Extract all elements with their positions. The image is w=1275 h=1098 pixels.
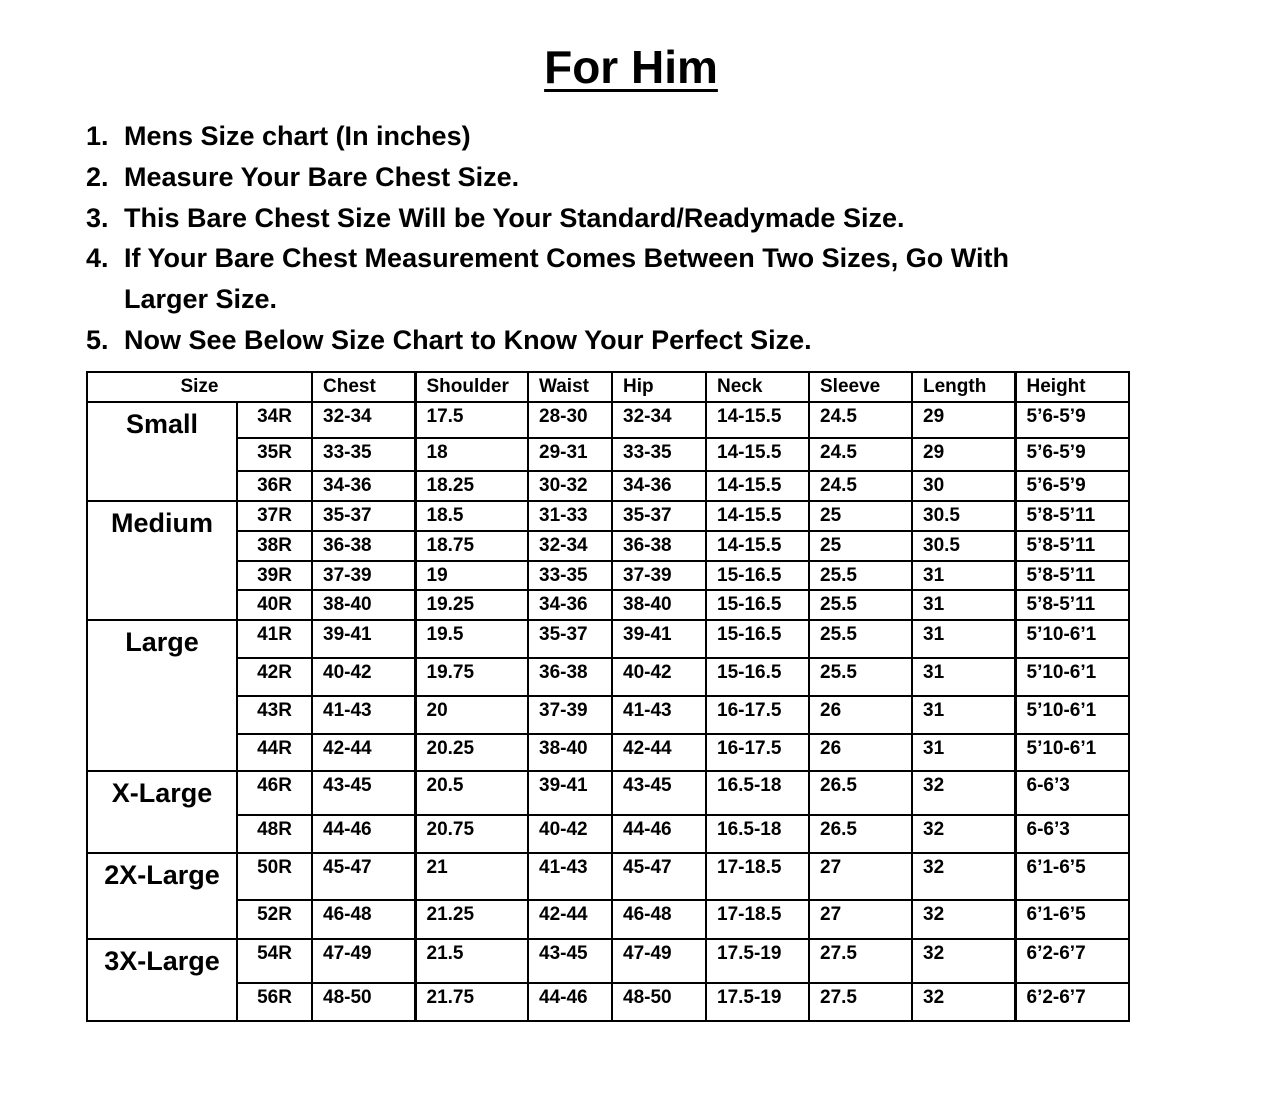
page-title: For Him: [544, 41, 718, 93]
table-row: [87, 771, 1129, 815]
cell-height: 5’6-5’9: [1015, 438, 1129, 471]
cell-hip: 33-35: [612, 438, 706, 471]
cell-height: 6’2-6’7: [1015, 983, 1129, 1021]
cell-neck: 14-15.5: [706, 471, 809, 501]
cell-height: 5’6-5’9: [1015, 402, 1129, 438]
cell-waist: 40-42: [528, 815, 612, 853]
cell-size-code: 36R: [237, 471, 312, 501]
cell-shoulder: 19.5: [415, 620, 528, 658]
cell-height: 6-6’3: [1015, 771, 1129, 815]
column-header-sleeve: Sleeve: [809, 372, 912, 402]
cell-chest: 33-35: [312, 438, 415, 471]
cell-height: 6’1-6’5: [1015, 853, 1129, 900]
cell-length: 32: [912, 900, 1015, 939]
instruction-item: [86, 157, 1086, 198]
cell-shoulder: 19: [415, 561, 528, 590]
cell-sleeve: 24.5: [809, 471, 912, 501]
cell-shoulder: 21.75: [415, 983, 528, 1021]
cell-hip: 43-45: [612, 771, 706, 815]
size-group-label: Small: [87, 402, 237, 501]
instruction-number: 5.: [86, 324, 109, 355]
cell-size-code: 44R: [237, 734, 312, 771]
instruction-item: [86, 238, 1086, 320]
cell-sleeve: 25: [809, 501, 912, 531]
cell-chest: 36-38: [312, 531, 415, 561]
instruction-item: [86, 198, 1086, 239]
cell-chest: 34-36: [312, 471, 415, 501]
cell-sleeve: 26.5: [809, 771, 912, 815]
cell-length: 32: [912, 853, 1015, 900]
cell-shoulder: 18.5: [415, 501, 528, 531]
cell-length: 32: [912, 983, 1015, 1021]
cell-length: 31: [912, 561, 1015, 590]
cell-length: 29: [912, 402, 1015, 438]
cell-length: 31: [912, 658, 1015, 696]
cell-height: 5’10-6’1: [1015, 658, 1129, 696]
cell-height: 5’6-5’9: [1015, 471, 1129, 501]
cell-length: 31: [912, 696, 1015, 734]
cell-size-code: 39R: [237, 561, 312, 590]
cell-waist: 42-44: [528, 900, 612, 939]
table-row: [87, 531, 1129, 561]
size-group-label: X-Large: [87, 771, 237, 853]
cell-waist: 41-43: [528, 853, 612, 900]
cell-waist: 37-39: [528, 696, 612, 734]
cell-neck: 17-18.5: [706, 853, 809, 900]
cell-sleeve: 26: [809, 734, 912, 771]
cell-waist: 36-38: [528, 658, 612, 696]
cell-size-code: 56R: [237, 983, 312, 1021]
cell-shoulder: 19.75: [415, 658, 528, 696]
cell-hip: 45-47: [612, 853, 706, 900]
cell-neck: 15-16.5: [706, 620, 809, 658]
cell-chest: 32-34: [312, 402, 415, 438]
cell-length: 30.5: [912, 501, 1015, 531]
instruction-text: Now See Below Size Chart to Know Your Perfect Size.: [124, 324, 812, 355]
cell-height: 5’10-6’1: [1015, 696, 1129, 734]
cell-sleeve: 25.5: [809, 658, 912, 696]
cell-hip: 47-49: [612, 939, 706, 983]
table-row: [87, 983, 1129, 1021]
cell-shoulder: 19.25: [415, 590, 528, 620]
cell-hip: 35-37: [612, 501, 706, 531]
table-row: [87, 658, 1129, 696]
cell-waist: 30-32: [528, 471, 612, 501]
instruction-number: 4.: [86, 243, 109, 274]
cell-size-code: 34R: [237, 402, 312, 438]
cell-hip: 48-50: [612, 983, 706, 1021]
cell-length: 32: [912, 771, 1015, 815]
cell-size-code: 35R: [237, 438, 312, 471]
cell-waist: 39-41: [528, 771, 612, 815]
cell-waist: 38-40: [528, 734, 612, 771]
cell-waist: 35-37: [528, 620, 612, 658]
cell-waist: 29-31: [528, 438, 612, 471]
cell-neck: 15-16.5: [706, 561, 809, 590]
cell-size-code: 48R: [237, 815, 312, 853]
cell-shoulder: 20: [415, 696, 528, 734]
cell-length: 32: [912, 815, 1015, 853]
cell-neck: 14-15.5: [706, 438, 809, 471]
table-body: [87, 402, 1129, 1021]
column-header-hip: Hip: [612, 372, 706, 402]
column-header-shoulder: Shoulder: [415, 372, 528, 402]
cell-hip: 34-36: [612, 471, 706, 501]
instruction-number: 1.: [86, 121, 109, 151]
cell-height: 5’8-5’11: [1015, 501, 1129, 531]
cell-chest: 46-48: [312, 900, 415, 939]
cell-size-code: 37R: [237, 501, 312, 531]
cell-shoulder: 18.75: [415, 531, 528, 561]
cell-height: 6-6’3: [1015, 815, 1129, 853]
table-row: [87, 696, 1129, 734]
cell-neck: 16.5-18: [706, 815, 809, 853]
cell-hip: 46-48: [612, 900, 706, 939]
cell-hip: 36-38: [612, 531, 706, 561]
size-group-label: Large: [87, 620, 237, 771]
instruction-item: [86, 320, 1086, 361]
cell-waist: 32-34: [528, 531, 612, 561]
table-row: [87, 815, 1129, 853]
cell-sleeve: 27: [809, 900, 912, 939]
cell-hip: 41-43: [612, 696, 706, 734]
cell-neck: 17-18.5: [706, 900, 809, 939]
instruction-text: Mens Size chart (In inches): [124, 121, 471, 151]
instruction-text: Measure Your Bare Chest Size.: [124, 161, 520, 192]
cell-shoulder: 21: [415, 853, 528, 900]
cell-hip: 38-40: [612, 590, 706, 620]
cell-neck: 14-15.5: [706, 501, 809, 531]
cell-waist: 34-36: [528, 590, 612, 620]
cell-length: 30.5: [912, 531, 1015, 561]
cell-sleeve: 25.5: [809, 590, 912, 620]
cell-size-code: 52R: [237, 900, 312, 939]
cell-hip: 39-41: [612, 620, 706, 658]
cell-sleeve: 25.5: [809, 561, 912, 590]
cell-sleeve: 26: [809, 696, 912, 734]
cell-sleeve: 24.5: [809, 438, 912, 471]
table-row: [87, 900, 1129, 939]
table-row: [87, 939, 1129, 983]
cell-height: 5’8-5’11: [1015, 590, 1129, 620]
cell-sleeve: 26.5: [809, 815, 912, 853]
cell-neck: 16-17.5: [706, 696, 809, 734]
cell-neck: 14-15.5: [706, 531, 809, 561]
column-header-chest: Chest: [312, 372, 415, 402]
cell-height: 5’8-5’11: [1015, 531, 1129, 561]
instruction-number: 3.: [86, 202, 109, 233]
cell-waist: 31-33: [528, 501, 612, 531]
cell-neck: 17.5-19: [706, 983, 809, 1021]
cell-chest: 40-42: [312, 658, 415, 696]
cell-shoulder: 20.5: [415, 771, 528, 815]
cell-chest: 43-45: [312, 771, 415, 815]
cell-length: 31: [912, 734, 1015, 771]
cell-neck: 17.5-19: [706, 939, 809, 983]
column-header-waist: Waist: [528, 372, 612, 402]
cell-hip: 37-39: [612, 561, 706, 590]
cell-shoulder: 20.75: [415, 815, 528, 853]
table-row: [87, 471, 1129, 501]
table-row: [87, 620, 1129, 658]
cell-neck: 15-16.5: [706, 658, 809, 696]
cell-size-code: 40R: [237, 590, 312, 620]
size-group-label: Medium: [87, 501, 237, 620]
cell-chest: 45-47: [312, 853, 415, 900]
column-header-length: Length: [912, 372, 1015, 402]
cell-chest: 39-41: [312, 620, 415, 658]
cell-neck: 15-16.5: [706, 590, 809, 620]
cell-length: 31: [912, 620, 1015, 658]
instruction-number: 2.: [86, 161, 109, 192]
cell-size-code: 42R: [237, 658, 312, 696]
cell-height: 5’10-6’1: [1015, 734, 1129, 771]
cell-chest: 47-49: [312, 939, 415, 983]
cell-sleeve: 27.5: [809, 983, 912, 1021]
table-row: [87, 402, 1129, 438]
cell-sleeve: 27: [809, 853, 912, 900]
instruction-list: [86, 116, 1086, 361]
column-header-size: Size: [87, 372, 312, 402]
cell-hip: 44-46: [612, 815, 706, 853]
cell-sleeve: 25.5: [809, 620, 912, 658]
instruction-text: This Bare Chest Size Will be Your Standard/Readymade Size.: [124, 202, 905, 233]
instruction-text: If Your Bare Chest Measurement Comes Between Two Sizes, Go With Larger Size.: [124, 243, 1009, 315]
table-row: [87, 734, 1129, 771]
cell-neck: 16.5-18: [706, 771, 809, 815]
table-header: [87, 372, 1129, 402]
cell-length: 32: [912, 939, 1015, 983]
size-group-label: 3X-Large: [87, 939, 237, 1021]
cell-shoulder: 17.5: [415, 402, 528, 438]
cell-height: 5’10-6’1: [1015, 620, 1129, 658]
cell-shoulder: 18.25: [415, 471, 528, 501]
cell-size-code: 46R: [237, 771, 312, 815]
table-row: [87, 590, 1129, 620]
cell-length: 31: [912, 590, 1015, 620]
cell-height: 5’8-5’11: [1015, 561, 1129, 590]
cell-size-code: 54R: [237, 939, 312, 983]
table-row: [87, 501, 1129, 531]
cell-chest: 38-40: [312, 590, 415, 620]
column-header-height: Height: [1015, 372, 1129, 402]
size-chart-table: [86, 371, 1130, 1022]
cell-sleeve: 27.5: [809, 939, 912, 983]
cell-waist: 43-45: [528, 939, 612, 983]
cell-hip: 42-44: [612, 734, 706, 771]
cell-size-code: 43R: [237, 696, 312, 734]
cell-shoulder: 20.25: [415, 734, 528, 771]
size-group-label: 2X-Large: [87, 853, 237, 939]
column-header-neck: Neck: [706, 372, 809, 402]
cell-height: 6’1-6’5: [1015, 900, 1129, 939]
cell-size-code: 38R: [237, 531, 312, 561]
cell-shoulder: 21.25: [415, 900, 528, 939]
cell-size-code: 50R: [237, 853, 312, 900]
cell-sleeve: 25: [809, 531, 912, 561]
cell-size-code: 41R: [237, 620, 312, 658]
instruction-item: [86, 116, 1086, 157]
cell-chest: 42-44: [312, 734, 415, 771]
cell-waist: 28-30: [528, 402, 612, 438]
cell-waist: 44-46: [528, 983, 612, 1021]
cell-chest: 37-39: [312, 561, 415, 590]
cell-chest: 48-50: [312, 983, 415, 1021]
cell-height: 6’2-6’7: [1015, 939, 1129, 983]
cell-chest: 41-43: [312, 696, 415, 734]
cell-length: 30: [912, 471, 1015, 501]
cell-neck: 16-17.5: [706, 734, 809, 771]
cell-length: 29: [912, 438, 1015, 471]
cell-neck: 14-15.5: [706, 402, 809, 438]
cell-shoulder: 18: [415, 438, 528, 471]
cell-sleeve: 24.5: [809, 402, 912, 438]
table-row: [87, 561, 1129, 590]
table-row: [87, 438, 1129, 471]
table-row: [87, 853, 1129, 900]
cell-waist: 33-35: [528, 561, 612, 590]
cell-shoulder: 21.5: [415, 939, 528, 983]
cell-chest: 44-46: [312, 815, 415, 853]
header-row: [87, 372, 1129, 402]
cell-hip: 40-42: [612, 658, 706, 696]
cell-chest: 35-37: [312, 501, 415, 531]
cell-hip: 32-34: [612, 402, 706, 438]
